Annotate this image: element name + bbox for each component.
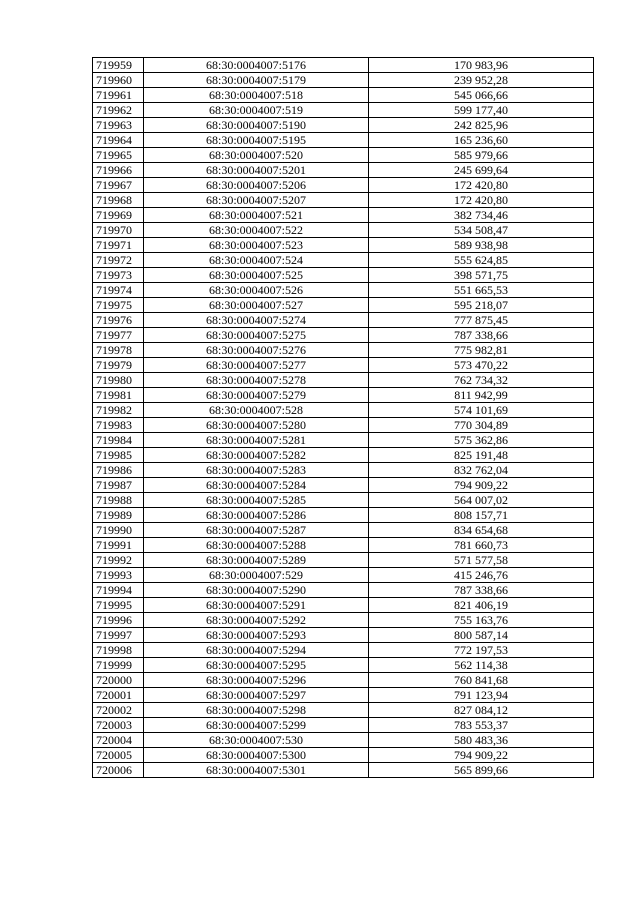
table-row: [93, 268, 594, 283]
cadastral-value-cell: 781 660,73: [369, 538, 594, 553]
cadastral-number-cell: 68:30:0004007:5293: [144, 628, 369, 643]
row-id-cell: 719998: [93, 643, 144, 658]
cadastral-value-cell: 245 699,64: [369, 163, 594, 178]
cadastral-value-cell: 595 218,07: [369, 298, 594, 313]
row-id-cell: 719978: [93, 343, 144, 358]
cadastral-value-cell: 599 177,40: [369, 103, 594, 118]
table-row: [93, 568, 594, 583]
cadastral-number-cell: 68:30:0004007:5195: [144, 133, 369, 148]
cadastral-value-cell: 772 197,53: [369, 643, 594, 658]
table-row: [93, 703, 594, 718]
cadastral-value-cell: 580 483,36: [369, 733, 594, 748]
row-id-cell: 719970: [93, 223, 144, 238]
cadastral-number-cell: 68:30:0004007:5279: [144, 388, 369, 403]
cadastral-number-cell: 68:30:0004007:5280: [144, 418, 369, 433]
table-row: [93, 733, 594, 748]
cadastral-number-cell: 68:30:0004007:529: [144, 568, 369, 583]
row-id-cell: 720003: [93, 718, 144, 733]
table-row: [93, 763, 594, 778]
cadastral-value-cell: 534 508,47: [369, 223, 594, 238]
cadastral-number-cell: 68:30:0004007:5296: [144, 673, 369, 688]
row-id-cell: 719974: [93, 283, 144, 298]
cadastral-number-cell: 68:30:0004007:519: [144, 103, 369, 118]
cadastral-number-cell: 68:30:0004007:525: [144, 268, 369, 283]
cadastral-number-cell: 68:30:0004007:5275: [144, 328, 369, 343]
table-row: [93, 673, 594, 688]
row-id-cell: 719982: [93, 403, 144, 418]
row-id-cell: 719989: [93, 508, 144, 523]
cadastral-number-cell: 68:30:0004007:522: [144, 223, 369, 238]
row-id-cell: 719965: [93, 148, 144, 163]
cadastral-value-cell: 562 114,38: [369, 658, 594, 673]
row-id-cell: 719968: [93, 193, 144, 208]
table-row: [93, 553, 594, 568]
cadastral-value-cell: 787 338,66: [369, 583, 594, 598]
cadastral-value-cell: 800 587,14: [369, 628, 594, 643]
table-row: [93, 103, 594, 118]
cadastral-number-cell: 68:30:0004007:5295: [144, 658, 369, 673]
cadastral-value-cell: 574 101,69: [369, 403, 594, 418]
row-id-cell: 719992: [93, 553, 144, 568]
table-row: [93, 463, 594, 478]
row-id-cell: 719967: [93, 178, 144, 193]
row-id-cell: 719969: [93, 208, 144, 223]
table-row: [93, 718, 594, 733]
row-id-cell: 719994: [93, 583, 144, 598]
cadastral-number-cell: 68:30:0004007:5283: [144, 463, 369, 478]
cadastral-number-cell: 68:30:0004007:5274: [144, 313, 369, 328]
table-row: [93, 478, 594, 493]
cadastral-number-cell: 68:30:0004007:5301: [144, 763, 369, 778]
row-id-cell: 719976: [93, 313, 144, 328]
cadastral-value-cell: 832 762,04: [369, 463, 594, 478]
row-id-cell: 719962: [93, 103, 144, 118]
cadastral-number-cell: 68:30:0004007:5300: [144, 748, 369, 763]
cadastral-number-cell: 68:30:0004007:527: [144, 298, 369, 313]
cadastral-number-cell: 68:30:0004007:5207: [144, 193, 369, 208]
cadastral-number-cell: 68:30:0004007:5287: [144, 523, 369, 538]
table-row: [93, 193, 594, 208]
cadastral-number-cell: 68:30:0004007:5176: [144, 58, 369, 73]
row-id-cell: 719990: [93, 523, 144, 538]
table-row: [93, 598, 594, 613]
cadastral-value-cell: 825 191,48: [369, 448, 594, 463]
cadastral-value-table: [92, 57, 594, 778]
cadastral-number-cell: 68:30:0004007:526: [144, 283, 369, 298]
cadastral-number-cell: 68:30:0004007:520: [144, 148, 369, 163]
row-id-cell: 720004: [93, 733, 144, 748]
table-row: [93, 493, 594, 508]
cadastral-number-cell: 68:30:0004007:5281: [144, 433, 369, 448]
cadastral-number-cell: 68:30:0004007:5190: [144, 118, 369, 133]
row-id-cell: 719991: [93, 538, 144, 553]
row-id-cell: 719979: [93, 358, 144, 373]
row-id-cell: 719960: [93, 73, 144, 88]
cadastral-number-cell: 68:30:0004007:5289: [144, 553, 369, 568]
cadastral-value-cell: 382 734,46: [369, 208, 594, 223]
row-id-cell: 719986: [93, 463, 144, 478]
table-row: [93, 643, 594, 658]
table-row: [93, 508, 594, 523]
cadastral-value-cell: 794 909,22: [369, 478, 594, 493]
table-row: [93, 373, 594, 388]
row-id-cell: 719959: [93, 58, 144, 73]
cadastral-number-cell: 68:30:0004007:5298: [144, 703, 369, 718]
row-id-cell: 719980: [93, 373, 144, 388]
cadastral-value-cell: 808 157,71: [369, 508, 594, 523]
table-row: [93, 148, 594, 163]
row-id-cell: 719995: [93, 598, 144, 613]
cadastral-number-cell: 68:30:0004007:5286: [144, 508, 369, 523]
cadastral-number-cell: 68:30:0004007:523: [144, 238, 369, 253]
row-id-cell: 720000: [93, 673, 144, 688]
cadastral-value-cell: 172 420,80: [369, 178, 594, 193]
table-row: [93, 298, 594, 313]
cadastral-number-cell: 68:30:0004007:5299: [144, 718, 369, 733]
table-row: [93, 283, 594, 298]
table-row: [93, 748, 594, 763]
row-id-cell: 719975: [93, 298, 144, 313]
cadastral-value-cell: 762 734,32: [369, 373, 594, 388]
cadastral-number-cell: 68:30:0004007:5282: [144, 448, 369, 463]
cadastral-value-cell: 170 983,96: [369, 58, 594, 73]
table-row: [93, 238, 594, 253]
cadastral-number-cell: 68:30:0004007:518: [144, 88, 369, 103]
cadastral-value-cell: 787 338,66: [369, 328, 594, 343]
cadastral-value-cell: 571 577,58: [369, 553, 594, 568]
row-id-cell: 719977: [93, 328, 144, 343]
cadastral-number-cell: 68:30:0004007:5277: [144, 358, 369, 373]
cadastral-number-cell: 68:30:0004007:521: [144, 208, 369, 223]
cadastral-number-cell: 68:30:0004007:5292: [144, 613, 369, 628]
table-row: [93, 178, 594, 193]
cadastral-value-cell: 415 246,76: [369, 568, 594, 583]
cadastral-value-cell: 760 841,68: [369, 673, 594, 688]
row-id-cell: 720001: [93, 688, 144, 703]
cadastral-value-cell: 777 875,45: [369, 313, 594, 328]
cadastral-value-cell: 172 420,80: [369, 193, 594, 208]
row-id-cell: 719963: [93, 118, 144, 133]
row-id-cell: 720005: [93, 748, 144, 763]
row-id-cell: 719999: [93, 658, 144, 673]
table-row: [93, 73, 594, 88]
table-row: [93, 538, 594, 553]
cadastral-value-cell: 564 007,02: [369, 493, 594, 508]
cadastral-number-cell: 68:30:0004007:5291: [144, 598, 369, 613]
table-row: [93, 58, 594, 73]
row-id-cell: 719988: [93, 493, 144, 508]
cadastral-number-cell: 68:30:0004007:5276: [144, 343, 369, 358]
row-id-cell: 720002: [93, 703, 144, 718]
row-id-cell: 719983: [93, 418, 144, 433]
cadastral-number-cell: 68:30:0004007:5285: [144, 493, 369, 508]
table-row: [93, 223, 594, 238]
cadastral-value-cell: 783 553,37: [369, 718, 594, 733]
row-id-cell: 719961: [93, 88, 144, 103]
row-id-cell: 719972: [93, 253, 144, 268]
table-row: [93, 328, 594, 343]
table-row: [93, 208, 594, 223]
row-id-cell: 719987: [93, 478, 144, 493]
table-row: [93, 358, 594, 373]
cadastral-number-cell: 68:30:0004007:5288: [144, 538, 369, 553]
cadastral-value-cell: 775 982,81: [369, 343, 594, 358]
row-id-cell: 719985: [93, 448, 144, 463]
table-row: [93, 253, 594, 268]
table-row: [93, 433, 594, 448]
table-body: [93, 58, 594, 778]
row-id-cell: 719996: [93, 613, 144, 628]
table-row: [93, 343, 594, 358]
cadastral-value-cell: 555 624,85: [369, 253, 594, 268]
table-row: [93, 418, 594, 433]
row-id-cell: 719981: [93, 388, 144, 403]
cadastral-number-cell: 68:30:0004007:524: [144, 253, 369, 268]
cadastral-value-cell: 589 938,98: [369, 238, 594, 253]
table-row: [93, 628, 594, 643]
row-id-cell: 719971: [93, 238, 144, 253]
cadastral-number-cell: 68:30:0004007:530: [144, 733, 369, 748]
cadastral-value-cell: 551 665,53: [369, 283, 594, 298]
row-id-cell: 720006: [93, 763, 144, 778]
cadastral-value-cell: 811 942,99: [369, 388, 594, 403]
table-row: [93, 133, 594, 148]
cadastral-value-cell: 545 066,66: [369, 88, 594, 103]
row-id-cell: 719993: [93, 568, 144, 583]
cadastral-number-cell: 68:30:0004007:5294: [144, 643, 369, 658]
cadastral-value-cell: 398 571,75: [369, 268, 594, 283]
cadastral-value-cell: 573 470,22: [369, 358, 594, 373]
cadastral-value-cell: 755 163,76: [369, 613, 594, 628]
table-row: [93, 163, 594, 178]
row-id-cell: 719966: [93, 163, 144, 178]
cadastral-number-cell: 68:30:0004007:5278: [144, 373, 369, 388]
cadastral-value-cell: 239 952,28: [369, 73, 594, 88]
cadastral-number-cell: 68:30:0004007:5284: [144, 478, 369, 493]
cadastral-number-cell: 68:30:0004007:5206: [144, 178, 369, 193]
cadastral-value-cell: 794 909,22: [369, 748, 594, 763]
cadastral-value-cell: 770 304,89: [369, 418, 594, 433]
table-row: [93, 688, 594, 703]
table-row: [93, 88, 594, 103]
table-row: [93, 403, 594, 418]
cadastral-value-cell: 575 362,86: [369, 433, 594, 448]
row-id-cell: 719997: [93, 628, 144, 643]
row-id-cell: 719964: [93, 133, 144, 148]
cadastral-value-cell: 165 236,60: [369, 133, 594, 148]
cadastral-number-cell: 68:30:0004007:5297: [144, 688, 369, 703]
cadastral-value-cell: 242 825,96: [369, 118, 594, 133]
table-row: [93, 583, 594, 598]
cadastral-value-cell: 821 406,19: [369, 598, 594, 613]
cadastral-number-cell: 68:30:0004007:5290: [144, 583, 369, 598]
row-id-cell: 719984: [93, 433, 144, 448]
cadastral-value-cell: 834 654,68: [369, 523, 594, 538]
cadastral-number-cell: 68:30:0004007:5201: [144, 163, 369, 178]
table-row: [93, 658, 594, 673]
cadastral-number-cell: 68:30:0004007:5179: [144, 73, 369, 88]
cadastral-number-cell: 68:30:0004007:528: [144, 403, 369, 418]
table-row: [93, 523, 594, 538]
cadastral-value-cell: 827 084,12: [369, 703, 594, 718]
cadastral-value-cell: 791 123,94: [369, 688, 594, 703]
table-row: [93, 448, 594, 463]
cadastral-value-cell: 565 899,66: [369, 763, 594, 778]
table-row: [93, 388, 594, 403]
row-id-cell: 719973: [93, 268, 144, 283]
table-row: [93, 613, 594, 628]
table-row: [93, 118, 594, 133]
cadastral-value-cell: 585 979,66: [369, 148, 594, 163]
table-row: [93, 313, 594, 328]
